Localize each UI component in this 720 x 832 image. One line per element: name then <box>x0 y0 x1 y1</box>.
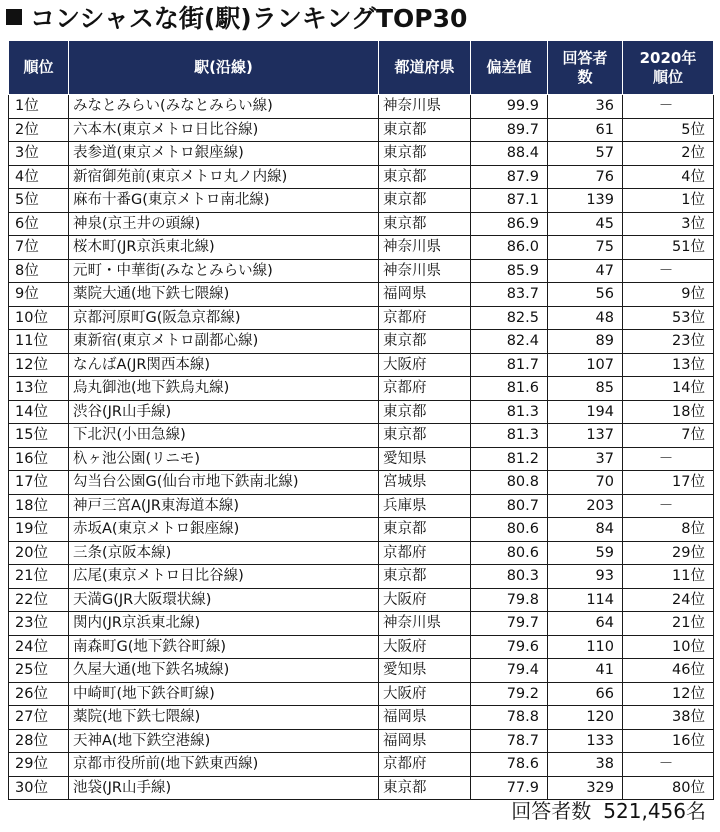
cell-score: 81.3 <box>471 400 548 424</box>
cell-respondents: 203 <box>548 494 623 518</box>
square-bullet-icon <box>6 9 22 25</box>
cell-prev-rank: 9位 <box>623 283 714 307</box>
cell-prefecture: 東京都 <box>379 400 471 424</box>
cell-prev-rank: 53位 <box>623 306 714 330</box>
cell-respondents: 329 <box>548 776 623 800</box>
table-row <box>9 189 714 213</box>
cell-prev-rank: 10位 <box>623 635 714 659</box>
cell-prev-rank: 29位 <box>623 541 714 565</box>
cell-rank: 11位 <box>9 330 69 354</box>
cell-rank: 14位 <box>9 400 69 424</box>
cell-rank: 6位 <box>9 212 69 236</box>
cell-score: 86.9 <box>471 212 548 236</box>
cell-station: 京都河原町G(阪急京都線) <box>69 306 379 330</box>
cell-score: 78.8 <box>471 706 548 730</box>
cell-station: みなとみらい(みなとみらい線) <box>69 95 379 119</box>
cell-prefecture: 京都府 <box>379 377 471 401</box>
table-row <box>9 259 714 283</box>
cell-score: 89.7 <box>471 118 548 142</box>
cell-rank: 25位 <box>9 659 69 683</box>
cell-respondents: 56 <box>548 283 623 307</box>
cell-respondents: 76 <box>548 165 623 189</box>
cell-prefecture: 京都府 <box>379 306 471 330</box>
cell-station: 京都市役所前(地下鉄東西線) <box>69 753 379 777</box>
cell-prev-rank: － <box>623 447 714 471</box>
cell-prev-rank: 17位 <box>623 471 714 495</box>
cell-score: 82.4 <box>471 330 548 354</box>
ranking-table <box>8 40 714 800</box>
cell-rank: 13位 <box>9 377 69 401</box>
cell-rank: 2位 <box>9 118 69 142</box>
cell-respondents: 41 <box>548 659 623 683</box>
table-row <box>9 541 714 565</box>
page-title <box>6 2 467 36</box>
cell-prev-rank: － <box>623 95 714 119</box>
cell-rank: 23位 <box>9 612 69 636</box>
cell-rank: 26位 <box>9 682 69 706</box>
cell-respondents: 70 <box>548 471 623 495</box>
cell-station: 勾当台公園G(仙台市地下鉄南北線) <box>69 471 379 495</box>
cell-station: 南森町G(地下鉄谷町線) <box>69 635 379 659</box>
cell-rank: 4位 <box>9 165 69 189</box>
cell-score: 77.9 <box>471 776 548 800</box>
cell-rank: 22位 <box>9 588 69 612</box>
cell-prefecture: 京都府 <box>379 541 471 565</box>
cell-station: 天神A(地下鉄空港線) <box>69 729 379 753</box>
cell-respondents: 38 <box>548 753 623 777</box>
cell-prefecture: 東京都 <box>379 118 471 142</box>
cell-respondents: 110 <box>548 635 623 659</box>
cell-rank: 30位 <box>9 776 69 800</box>
cell-station: 六本木(東京メトロ日比谷線) <box>69 118 379 142</box>
respondent-total <box>511 796 706 826</box>
table-row <box>9 142 714 166</box>
cell-rank: 28位 <box>9 729 69 753</box>
cell-prefecture: 東京都 <box>379 518 471 542</box>
table-row <box>9 118 714 142</box>
cell-respondents: 59 <box>548 541 623 565</box>
cell-prev-rank: － <box>623 494 714 518</box>
table-row <box>9 283 714 307</box>
cell-rank: 9位 <box>9 283 69 307</box>
cell-rank: 20位 <box>9 541 69 565</box>
cell-score: 83.7 <box>471 283 548 307</box>
cell-score: 78.7 <box>471 729 548 753</box>
cell-station: 池袋(JR山手線) <box>69 776 379 800</box>
cell-station: なんばA(JR関西本線) <box>69 353 379 377</box>
cell-score: 80.3 <box>471 565 548 589</box>
cell-prev-rank: 14位 <box>623 377 714 401</box>
cell-prefecture: 福岡県 <box>379 283 471 307</box>
cell-station: 渋谷(JR山手線) <box>69 400 379 424</box>
cell-prefecture: 京都府 <box>379 753 471 777</box>
cell-prefecture: 神奈川県 <box>379 612 471 636</box>
cell-respondents: 47 <box>548 259 623 283</box>
cell-prefecture: 大阪府 <box>379 588 471 612</box>
cell-score: 87.1 <box>471 189 548 213</box>
cell-score: 81.6 <box>471 377 548 401</box>
cell-score: 99.9 <box>471 95 548 119</box>
cell-prefecture: 東京都 <box>379 424 471 448</box>
cell-score: 80.7 <box>471 494 548 518</box>
table-row <box>9 447 714 471</box>
cell-score: 79.6 <box>471 635 548 659</box>
header-respondents <box>548 41 623 95</box>
table-header-row <box>9 41 714 95</box>
cell-score: 79.7 <box>471 612 548 636</box>
header-station: 駅(沿線) <box>69 41 379 95</box>
cell-prefecture: 大阪府 <box>379 635 471 659</box>
cell-prev-rank: 12位 <box>623 682 714 706</box>
header-rank: 順位 <box>9 41 69 95</box>
cell-station: 久屋大通(地下鉄名城線) <box>69 659 379 683</box>
header-prev-line2: 順位 <box>652 67 683 86</box>
cell-respondents: 48 <box>548 306 623 330</box>
cell-score: 80.8 <box>471 471 548 495</box>
table-row <box>9 95 714 119</box>
header-prefecture: 都道府県 <box>379 41 471 95</box>
cell-rank: 21位 <box>9 565 69 589</box>
cell-prev-rank: 11位 <box>623 565 714 589</box>
cell-respondents: 139 <box>548 189 623 213</box>
cell-rank: 18位 <box>9 494 69 518</box>
cell-score: 80.6 <box>471 518 548 542</box>
cell-score: 80.6 <box>471 541 548 565</box>
table-row <box>9 706 714 730</box>
cell-prev-rank: － <box>623 259 714 283</box>
cell-respondents: 194 <box>548 400 623 424</box>
cell-respondents: 84 <box>548 518 623 542</box>
table-row <box>9 165 714 189</box>
cell-score: 85.9 <box>471 259 548 283</box>
cell-score: 79.8 <box>471 588 548 612</box>
cell-respondents: 107 <box>548 353 623 377</box>
cell-prev-rank: 24位 <box>623 588 714 612</box>
cell-station: 薬院(地下鉄七隈線) <box>69 706 379 730</box>
cell-rank: 1位 <box>9 95 69 119</box>
cell-respondents: 133 <box>548 729 623 753</box>
cell-prev-rank: 13位 <box>623 353 714 377</box>
cell-respondents: 57 <box>548 142 623 166</box>
table-row <box>9 635 714 659</box>
cell-respondents: 64 <box>548 612 623 636</box>
table-row <box>9 494 714 518</box>
cell-rank: 7位 <box>9 236 69 260</box>
cell-score: 82.5 <box>471 306 548 330</box>
cell-respondents: 75 <box>548 236 623 260</box>
cell-station: 神戸三宮A(JR東海道本線) <box>69 494 379 518</box>
table-row <box>9 306 714 330</box>
cell-station: 烏丸御池(地下鉄烏丸線) <box>69 377 379 401</box>
cell-station: 東新宿(東京メトロ副都心線) <box>69 330 379 354</box>
cell-prev-rank: 51位 <box>623 236 714 260</box>
cell-rank: 16位 <box>9 447 69 471</box>
cell-prev-rank: 80位 <box>623 776 714 800</box>
cell-station: 神泉(京王井の頭線) <box>69 212 379 236</box>
cell-prefecture: 東京都 <box>379 189 471 213</box>
cell-respondents: 114 <box>548 588 623 612</box>
cell-prefecture: 大阪府 <box>379 682 471 706</box>
cell-score: 79.2 <box>471 682 548 706</box>
cell-score: 87.9 <box>471 165 548 189</box>
cell-respondents: 37 <box>548 447 623 471</box>
cell-prev-rank: 46位 <box>623 659 714 683</box>
table-row <box>9 729 714 753</box>
cell-score: 81.2 <box>471 447 548 471</box>
cell-rank: 29位 <box>9 753 69 777</box>
cell-prev-rank: 18位 <box>623 400 714 424</box>
cell-respondents: 93 <box>548 565 623 589</box>
cell-prefecture: 神奈川県 <box>379 259 471 283</box>
cell-respondents: 36 <box>548 95 623 119</box>
cell-rank: 27位 <box>9 706 69 730</box>
cell-prev-rank: 4位 <box>623 165 714 189</box>
header-score: 偏差値 <box>471 41 548 95</box>
header-respondents-line1: 回答者 <box>562 48 608 67</box>
cell-prefecture: 東京都 <box>379 142 471 166</box>
cell-prefecture: 東京都 <box>379 165 471 189</box>
table-row <box>9 353 714 377</box>
respondent-total-label: 回答者数 <box>511 799 592 823</box>
cell-rank: 17位 <box>9 471 69 495</box>
title-text: コンシャスな街(駅)ランキングTOP30 <box>30 4 468 33</box>
cell-respondents: 120 <box>548 706 623 730</box>
cell-station: 薬院大通(地下鉄七隈線) <box>69 283 379 307</box>
cell-respondents: 85 <box>548 377 623 401</box>
cell-station: 元町・中華街(みなとみらい線) <box>69 259 379 283</box>
cell-respondents: 45 <box>548 212 623 236</box>
cell-prefecture: 東京都 <box>379 330 471 354</box>
table-row <box>9 212 714 236</box>
cell-rank: 24位 <box>9 635 69 659</box>
table-row <box>9 682 714 706</box>
cell-rank: 19位 <box>9 518 69 542</box>
table-row <box>9 659 714 683</box>
header-prev-rank <box>623 41 714 95</box>
cell-rank: 12位 <box>9 353 69 377</box>
cell-prefecture: 東京都 <box>379 565 471 589</box>
cell-prev-rank: 3位 <box>623 212 714 236</box>
cell-rank: 3位 <box>9 142 69 166</box>
cell-score: 81.7 <box>471 353 548 377</box>
cell-station: 三条(京阪本線) <box>69 541 379 565</box>
cell-rank: 5位 <box>9 189 69 213</box>
cell-prev-rank: 38位 <box>623 706 714 730</box>
cell-prev-rank: 16位 <box>623 729 714 753</box>
cell-prefecture: 福岡県 <box>379 729 471 753</box>
cell-respondents: 66 <box>548 682 623 706</box>
cell-prefecture: 兵庫県 <box>379 494 471 518</box>
cell-station: 中崎町(地下鉄谷町線) <box>69 682 379 706</box>
cell-station: 桜木町(JR京浜東北線) <box>69 236 379 260</box>
table-row <box>9 565 714 589</box>
cell-prefecture: 愛知県 <box>379 659 471 683</box>
cell-respondents: 137 <box>548 424 623 448</box>
cell-rank: 8位 <box>9 259 69 283</box>
table-row <box>9 471 714 495</box>
cell-prev-rank: 23位 <box>623 330 714 354</box>
table-body <box>9 95 714 800</box>
cell-prefecture: 大阪府 <box>379 353 471 377</box>
cell-respondents: 61 <box>548 118 623 142</box>
cell-score: 81.3 <box>471 424 548 448</box>
table-row <box>9 400 714 424</box>
cell-score: 86.0 <box>471 236 548 260</box>
table-row <box>9 424 714 448</box>
cell-station: 麻布十番G(東京メトロ南北線) <box>69 189 379 213</box>
table-row <box>9 377 714 401</box>
cell-rank: 10位 <box>9 306 69 330</box>
table-row <box>9 753 714 777</box>
cell-prev-rank: 8位 <box>623 518 714 542</box>
cell-prefecture: 愛知県 <box>379 447 471 471</box>
cell-station: 表参道(東京メトロ銀座線) <box>69 142 379 166</box>
cell-prev-rank: 2位 <box>623 142 714 166</box>
cell-prefecture: 東京都 <box>379 776 471 800</box>
cell-station: 杁ヶ池公園(リニモ) <box>69 447 379 471</box>
cell-respondents: 89 <box>548 330 623 354</box>
cell-prefecture: 神奈川県 <box>379 236 471 260</box>
header-prev-line1: 2020年 <box>639 48 697 67</box>
table-row <box>9 518 714 542</box>
respondent-total-count: 521,456名 <box>603 799 706 823</box>
cell-station: 広尾(東京メトロ日比谷線) <box>69 565 379 589</box>
cell-station: 新宿御苑前(東京メトロ丸ノ内線) <box>69 165 379 189</box>
cell-score: 79.4 <box>471 659 548 683</box>
cell-score: 88.4 <box>471 142 548 166</box>
cell-station: 天満G(JR大阪環状線) <box>69 588 379 612</box>
cell-prefecture: 東京都 <box>379 212 471 236</box>
header-respondents-line2: 数 <box>577 67 593 86</box>
cell-station: 下北沢(小田急線) <box>69 424 379 448</box>
cell-prefecture: 福岡県 <box>379 706 471 730</box>
table-row <box>9 588 714 612</box>
table-row <box>9 612 714 636</box>
table-row <box>9 236 714 260</box>
cell-prefecture: 神奈川県 <box>379 95 471 119</box>
cell-prev-rank: 1位 <box>623 189 714 213</box>
table-row <box>9 330 714 354</box>
cell-prev-rank: － <box>623 753 714 777</box>
cell-prev-rank: 21位 <box>623 612 714 636</box>
cell-station: 赤坂A(東京メトロ銀座線) <box>69 518 379 542</box>
cell-prev-rank: 7位 <box>623 424 714 448</box>
cell-prefecture: 宮城県 <box>379 471 471 495</box>
cell-score: 78.6 <box>471 753 548 777</box>
cell-station: 関内(JR京浜東北線) <box>69 612 379 636</box>
cell-prev-rank: 5位 <box>623 118 714 142</box>
cell-rank: 15位 <box>9 424 69 448</box>
